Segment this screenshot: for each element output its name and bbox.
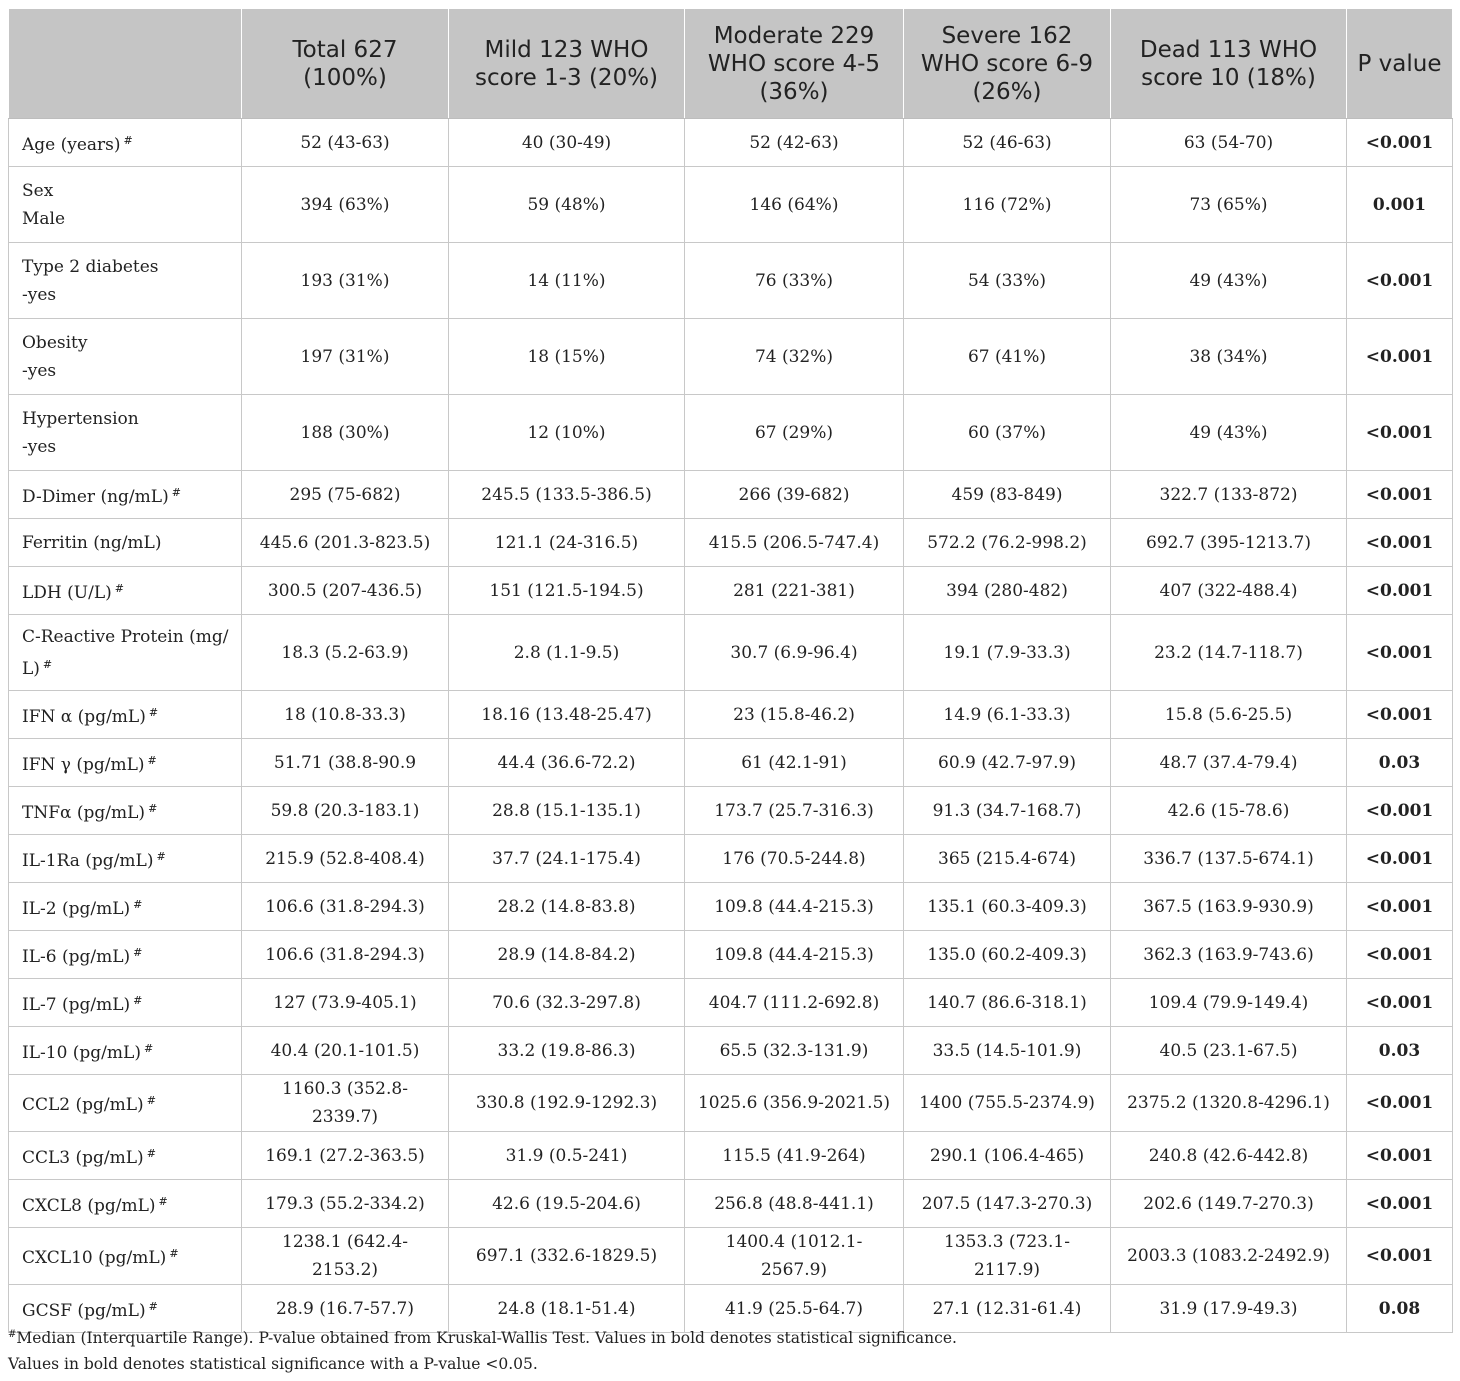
row-label: IL-2 (pg/mL) (22, 898, 131, 919)
row-label: Hypertension (22, 408, 139, 429)
median-iqr-mark: # (171, 485, 181, 499)
data-cell: 51.71 (38.8-90.9 (242, 739, 449, 787)
row-label: CXCL10 (pg/mL) (22, 1248, 167, 1268)
row-label-cell (9, 395, 242, 471)
data-cell: 40.5 (23.1-67.5) (1111, 1027, 1347, 1075)
data-cell: 15.8 (5.6-25.5) (1111, 691, 1347, 739)
table-row (9, 519, 1453, 567)
data-cell: 37.7 (24.1-175.4) (449, 835, 685, 883)
table-row (9, 319, 1453, 395)
table-header-row (9, 9, 1453, 119)
header-cell-label (9, 9, 242, 119)
data-cell: 28.9 (14.8-84.2) (449, 931, 685, 979)
data-cell: 322.7 (133-872) (1111, 471, 1347, 519)
data-cell: 74 (32%) (685, 319, 904, 395)
data-cell: 67 (29%) (685, 395, 904, 471)
p-value-cell: <0.001 (1347, 979, 1453, 1027)
table-row (9, 567, 1453, 615)
data-cell: 1400 (755.5-2374.9) (904, 1075, 1111, 1132)
median-iqr-mark: # (148, 801, 158, 815)
data-cell: 40 (30-49) (449, 119, 685, 167)
data-cell: 38 (34%) (1111, 319, 1347, 395)
row-label-cell (9, 119, 242, 167)
row-label-cell (9, 1027, 242, 1075)
median-iqr-mark: # (123, 133, 133, 147)
data-cell: 24.8 (18.1-51.4) (449, 1285, 685, 1333)
p-value-cell: 0.08 (1347, 1285, 1453, 1333)
footnote-line-2: Values in bold denotes statistical significance with a P-value <0.05. (8, 1355, 538, 1373)
data-cell: 121.1 (24-316.5) (449, 519, 685, 567)
median-iqr-mark: # (146, 1146, 156, 1160)
row-label-cell (9, 739, 242, 787)
data-cell: 146 (64%) (685, 167, 904, 243)
row-sublabel: -yes (22, 284, 57, 305)
row-label: GCSF (pg/mL) (22, 1300, 146, 1321)
row-label: IFN α (pg/mL) (22, 706, 146, 727)
data-cell: 459 (83-849) (904, 471, 1111, 519)
row-label: CXCL8 (pg/mL) (22, 1195, 156, 1216)
row-label-cell (9, 931, 242, 979)
data-cell: 394 (63%) (242, 167, 449, 243)
data-cell: 281 (221-381) (685, 567, 904, 615)
data-cell: 179.3 (55.2-334.2) (242, 1180, 449, 1228)
data-cell: 140.7 (86.6-318.1) (904, 979, 1111, 1027)
median-iqr-mark: # (148, 1299, 158, 1313)
data-cell: 404.7 (111.2-692.8) (685, 979, 904, 1027)
data-cell: 41.9 (25.5-64.7) (685, 1285, 904, 1333)
p-value-cell: <0.001 (1347, 471, 1453, 519)
data-cell: 61 (42.1-91) (685, 739, 904, 787)
p-value-cell: <0.001 (1347, 567, 1453, 615)
table-row (9, 787, 1453, 835)
data-cell: 27.1 (12.31-61.4) (904, 1285, 1111, 1333)
p-value-cell: 0.001 (1347, 167, 1453, 243)
data-cell: 1160.3 (352.8-2339.7) (242, 1075, 449, 1132)
data-cell: 49 (43%) (1111, 243, 1347, 319)
data-cell: 2.8 (1.1-9.5) (449, 615, 685, 691)
data-cell: 202.6 (149.7-270.3) (1111, 1180, 1347, 1228)
median-iqr-mark: # (133, 897, 143, 911)
median-iqr-mark: # (156, 849, 166, 863)
data-cell: 1238.1 (642.4-2153.2) (242, 1228, 449, 1285)
table-row (9, 119, 1453, 167)
row-label: Sex (22, 180, 54, 201)
row-label-cell (9, 1132, 242, 1180)
data-cell: 256.8 (48.8-441.1) (685, 1180, 904, 1228)
data-cell: 23.2 (14.7-118.7) (1111, 615, 1347, 691)
row-label: TNFα (pg/mL) (22, 802, 146, 823)
header-cell-total: Total 627 (100%) (242, 9, 449, 119)
data-cell: 106.6 (31.8-294.3) (242, 931, 449, 979)
header-cell-mild: Mild 123 WHO score 1-3 (20%) (449, 9, 685, 119)
p-value-cell: <0.001 (1347, 319, 1453, 395)
row-label-cell (9, 979, 242, 1027)
data-cell: 151 (121.5-194.5) (449, 567, 685, 615)
row-label: IL-1Ra (pg/mL) (22, 850, 154, 871)
median-iqr-mark: # (148, 705, 159, 719)
table-row (9, 1027, 1453, 1075)
table-body (9, 119, 1453, 1333)
row-label-cell (9, 1075, 242, 1132)
header-cell-severe: Severe 162 WHO score 6-9 (26%) (904, 9, 1111, 119)
row-label-cell (9, 787, 242, 835)
p-value-cell: <0.001 (1347, 883, 1453, 931)
data-cell: 14.9 (6.1-33.3) (904, 691, 1111, 739)
data-cell: 31.9 (17.9-49.3) (1111, 1285, 1347, 1333)
row-label: IL-7 (pg/mL) (22, 994, 131, 1015)
table-row (9, 167, 1453, 243)
data-cell: 31.9 (0.5-241) (449, 1132, 685, 1180)
table-row (9, 615, 1453, 691)
p-value-cell: <0.001 (1347, 243, 1453, 319)
p-value-cell: <0.001 (1347, 519, 1453, 567)
data-cell: 18.3 (5.2-63.9) (242, 615, 449, 691)
data-cell: 52 (42-63) (685, 119, 904, 167)
data-cell: 30.7 (6.9-96.4) (685, 615, 904, 691)
header-cell-moderate: Moderate 229 WHO score 4-5 (36%) (685, 9, 904, 119)
data-cell: 1025.6 (356.9-2021.5) (685, 1075, 904, 1132)
data-cell: 245.5 (133.5-386.5) (449, 471, 685, 519)
median-iqr-mark: # (143, 1041, 154, 1055)
table-container (8, 8, 1452, 1333)
table-row (9, 1228, 1453, 1285)
footnote-line-1 (8, 1322, 1452, 1351)
data-cell: 44.4 (36.6-72.2) (449, 739, 685, 787)
data-cell: 109.8 (44.4-215.3) (685, 931, 904, 979)
data-cell: 362.3 (163.9-743.6) (1111, 931, 1347, 979)
p-value-cell: <0.001 (1347, 615, 1453, 691)
table-row (9, 243, 1453, 319)
p-value-cell: <0.001 (1347, 1228, 1453, 1285)
table-row (9, 1075, 1453, 1132)
data-cell: 60.9 (42.7-97.9) (904, 739, 1111, 787)
data-cell: 12 (10%) (449, 395, 685, 471)
data-cell: 54 (33%) (904, 243, 1111, 319)
data-cell: 266 (39-682) (685, 471, 904, 519)
data-cell: 109.4 (79.9-149.4) (1111, 979, 1347, 1027)
row-label-cell (9, 691, 242, 739)
row-label-cell (9, 883, 242, 931)
row-label: IFN γ (pg/mL) (22, 754, 145, 775)
data-cell: 135.0 (60.2-409.3) (904, 931, 1111, 979)
data-cell: 76 (33%) (685, 243, 904, 319)
data-cell: 197 (31%) (242, 319, 449, 395)
data-cell: 2003.3 (1083.2-2492.9) (1111, 1228, 1347, 1285)
header-cell-dead: Dead 113 WHO score 10 (18%) (1111, 9, 1347, 119)
p-value-cell: <0.001 (1347, 931, 1453, 979)
data-cell: 59.8 (20.3-183.1) (242, 787, 449, 835)
data-cell: 336.7 (137.5-674.1) (1111, 835, 1347, 883)
p-value-cell: <0.001 (1347, 395, 1453, 471)
data-cell: 445.6 (201.3-823.5) (242, 519, 449, 567)
row-label-cell (9, 519, 242, 567)
table-row (9, 1180, 1453, 1228)
data-cell: 18.16 (13.48-25.47) (449, 691, 685, 739)
row-label-cell (9, 167, 242, 243)
data-cell: 394 (280-482) (904, 567, 1111, 615)
row-label: IL-6 (pg/mL) (22, 946, 131, 967)
p-value-cell: <0.001 (1347, 1180, 1453, 1228)
data-cell: 52 (43-63) (242, 119, 449, 167)
data-cell: 60 (37%) (904, 395, 1111, 471)
data-cell: 2375.2 (1320.8-4296.1) (1111, 1075, 1347, 1132)
median-iqr-mark: # (147, 753, 157, 767)
p-value-cell: <0.001 (1347, 835, 1453, 883)
data-cell: 40.4 (20.1-101.5) (242, 1027, 449, 1075)
table-row (9, 471, 1453, 519)
p-value-cell: <0.001 (1347, 691, 1453, 739)
p-value-cell: 0.03 (1347, 739, 1453, 787)
row-label: IL-10 (pg/mL) (22, 1042, 141, 1063)
data-cell: 14 (11%) (449, 243, 685, 319)
data-cell: 28.8 (15.1-135.1) (449, 787, 685, 835)
data-cell: 91.3 (34.7-168.7) (904, 787, 1111, 835)
header-cell-p-value: P value (1347, 9, 1453, 119)
p-value-cell: <0.001 (1347, 119, 1453, 167)
median-iqr-mark: # (146, 1094, 156, 1107)
footnotes (8, 1322, 1452, 1377)
data-cell: 173.7 (25.7-316.3) (685, 787, 904, 835)
data-cell: 127 (73.9-405.1) (242, 979, 449, 1027)
median-iqr-mark: # (133, 945, 143, 959)
data-cell: 215.9 (52.8-408.4) (242, 835, 449, 883)
row-label: Age (years) (22, 134, 121, 155)
data-cell: 63 (54-70) (1111, 119, 1347, 167)
p-value-cell: 0.03 (1347, 1027, 1453, 1075)
data-cell: 295 (75-682) (242, 471, 449, 519)
table-row (9, 883, 1453, 931)
median-iqr-mark: # (158, 1194, 168, 1208)
table-row (9, 395, 1453, 471)
data-cell: 19.1 (7.9-33.3) (904, 615, 1111, 691)
data-cell: 106.6 (31.8-294.3) (242, 883, 449, 931)
data-cell: 365 (215.4-674) (904, 835, 1111, 883)
data-cell: 207.5 (147.3-270.3) (904, 1180, 1111, 1228)
median-iqr-mark: # (133, 993, 143, 1007)
data-cell: 28.9 (16.7-57.7) (242, 1285, 449, 1333)
row-label: Type 2 diabetes (22, 256, 159, 277)
row-label-cell (9, 319, 242, 395)
data-cell: 42.6 (19.5-204.6) (449, 1180, 685, 1228)
results-table (8, 8, 1453, 1333)
data-cell: 193 (31%) (242, 243, 449, 319)
row-label-cell (9, 1228, 242, 1285)
table-row (9, 979, 1453, 1027)
data-cell: 33.5 (14.5-101.9) (904, 1027, 1111, 1075)
row-label: D-Dimer (ng/mL) (22, 486, 169, 507)
data-cell: 240.8 (42.6-442.8) (1111, 1132, 1347, 1180)
p-value-cell: <0.001 (1347, 1075, 1453, 1132)
p-value-cell: <0.001 (1347, 1132, 1453, 1180)
median-iqr-mark: # (169, 1247, 179, 1260)
data-cell: 65.5 (32.3-131.9) (685, 1027, 904, 1075)
footnote-mark: # (8, 1329, 17, 1340)
row-label: CCL3 (pg/mL) (22, 1147, 144, 1168)
data-cell: 330.8 (192.9-1292.3) (449, 1075, 685, 1132)
row-label-cell (9, 243, 242, 319)
data-cell: 59 (48%) (449, 167, 685, 243)
data-cell: 169.1 (27.2-363.5) (242, 1132, 449, 1180)
row-label-cell (9, 567, 242, 615)
data-cell: 42.6 (15-78.6) (1111, 787, 1347, 835)
data-cell: 33.2 (19.8-86.3) (449, 1027, 685, 1075)
data-cell: 300.5 (207-436.5) (242, 567, 449, 615)
table-row (9, 1132, 1453, 1180)
data-cell: 23 (15.8-46.2) (685, 691, 904, 739)
data-cell: 697.1 (332.6-1829.5) (449, 1228, 685, 1285)
footnote-text-1: Median (Interquartile Range). P-value obtained from Kruskal-Wallis Test. Values in bold denotes statistical significance. (16, 1329, 957, 1347)
row-label-cell (9, 615, 242, 691)
data-cell: 18 (10.8-33.3) (242, 691, 449, 739)
data-cell: 109.8 (44.4-215.3) (685, 883, 904, 931)
data-cell: 116 (72%) (904, 167, 1111, 243)
row-label: Obesity (22, 332, 88, 353)
data-cell: 18 (15%) (449, 319, 685, 395)
data-cell: 73 (65%) (1111, 167, 1347, 243)
row-label-cell (9, 471, 242, 519)
row-label-cell (9, 1180, 242, 1228)
table-row (9, 931, 1453, 979)
data-cell: 188 (30%) (242, 395, 449, 471)
data-cell: 70.6 (32.3-297.8) (449, 979, 685, 1027)
data-cell: 176 (70.5-244.8) (685, 835, 904, 883)
row-sublabel: -yes (22, 436, 57, 457)
row-label-cell (9, 835, 242, 883)
row-label: CCL2 (pg/mL) (22, 1095, 144, 1115)
data-cell: 28.2 (14.8-83.8) (449, 883, 685, 931)
data-cell: 1400.4 (1012.1-2567.9) (685, 1228, 904, 1285)
row-label: C-Reactive Protein (mg/ (22, 626, 229, 647)
data-cell: 135.1 (60.3-409.3) (904, 883, 1111, 931)
data-cell: 367.5 (163.9-930.9) (1111, 883, 1347, 931)
data-cell: 290.1 (106.4-465) (904, 1132, 1111, 1180)
table-row (9, 835, 1453, 883)
data-cell: 407 (322-488.4) (1111, 567, 1347, 615)
median-iqr-mark: # (42, 657, 53, 671)
table-row (9, 739, 1453, 787)
row-sublabel: L) (22, 658, 40, 679)
data-cell: 48.7 (37.4-79.4) (1111, 739, 1347, 787)
data-cell: 415.5 (206.5-747.4) (685, 519, 904, 567)
data-cell: 52 (46-63) (904, 119, 1111, 167)
data-cell: 115.5 (41.9-264) (685, 1132, 904, 1180)
data-cell: 572.2 (76.2-998.2) (904, 519, 1111, 567)
row-label: LDH (U/L) (22, 582, 112, 603)
data-cell: 67 (41%) (904, 319, 1111, 395)
table-row (9, 691, 1453, 739)
data-cell: 692.7 (395-1213.7) (1111, 519, 1347, 567)
median-iqr-mark: # (114, 581, 124, 595)
row-sublabel: Male (22, 208, 66, 229)
data-cell: 1353.3 (723.1-2117.9) (904, 1228, 1111, 1285)
row-sublabel: -yes (22, 360, 57, 381)
data-cell: 49 (43%) (1111, 395, 1347, 471)
p-value-cell: <0.001 (1347, 787, 1453, 835)
row-label: Ferritin (ng/mL) (22, 532, 162, 553)
